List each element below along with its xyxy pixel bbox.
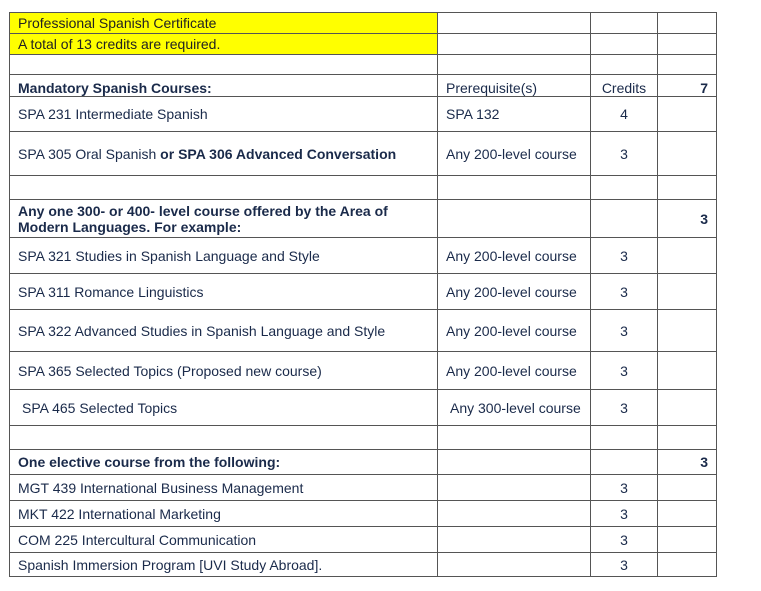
table-row <box>10 501 717 527</box>
certificate-table <box>9 12 717 577</box>
credits-value: 3 <box>591 501 658 527</box>
course-name: SPA 305 Oral Spanish or SPA 306 Advanced Conversation <box>10 132 438 176</box>
course-name: SPA 322 Advanced Studies in Spanish Language and Style <box>10 310 438 352</box>
prerequisite: Any 200-level course <box>438 132 591 176</box>
certificate-title: Professional Spanish Certificate <box>10 13 438 34</box>
table-row <box>10 475 717 501</box>
area-heading: Any one 300- or 400- level course offered by the Area of Modern Languages. For example: <box>10 200 438 238</box>
mandatory-total: 7 <box>658 75 717 97</box>
course-name: SPA 465 Selected Topics <box>10 390 438 426</box>
credits-value: 3 <box>591 310 658 352</box>
credits-value: 3 <box>591 274 658 310</box>
credits-value: 3 <box>591 132 658 176</box>
course-name: SPA 311 Romance Linguistics <box>10 274 438 310</box>
credits-value: 3 <box>591 527 658 553</box>
credits-value: 3 <box>591 475 658 501</box>
table-row <box>10 132 717 176</box>
area-total: 3 <box>658 200 717 238</box>
table-row <box>10 553 717 577</box>
spacer-row <box>10 426 717 450</box>
prerequisite: Any 200-level course <box>438 310 591 352</box>
table-row <box>10 238 717 274</box>
prerequisite: Any 300-level course <box>438 390 591 426</box>
table-row <box>10 527 717 553</box>
credits-value: 3 <box>591 238 658 274</box>
course-name: SPA 231 Intermediate Spanish <box>10 97 438 132</box>
prerequisite: Any 200-level course <box>438 274 591 310</box>
prerequisite: Any 200-level course <box>438 238 591 274</box>
elective-total: 3 <box>658 450 717 475</box>
course-name: SPA 321 Studies in Spanish Language and Style <box>10 238 438 274</box>
subtitle-row <box>10 34 717 55</box>
spacer-row <box>10 55 717 75</box>
prerequisite: SPA 132 <box>438 97 591 132</box>
title-row <box>10 13 717 34</box>
spacer-row <box>10 176 717 200</box>
course-name: Spanish Immersion Program [UVI Study Abroad]. <box>10 553 438 577</box>
table-row <box>10 352 717 390</box>
credits-value: 4 <box>591 97 658 132</box>
prerequisite: Any 200-level course <box>438 352 591 390</box>
table-row <box>10 390 717 426</box>
prereq-column-header: Prerequisite(s) <box>438 75 591 97</box>
table-row <box>10 310 717 352</box>
course-name: SPA 365 Selected Topics (Proposed new course) <box>10 352 438 390</box>
mandatory-heading-row <box>10 75 717 97</box>
credits-value: 3 <box>591 390 658 426</box>
table-row <box>10 274 717 310</box>
elective-heading: One elective course from the following: <box>10 450 438 475</box>
course-name: MGT 439 International Business Management <box>10 475 438 501</box>
credits-required-note: A total of 13 credits are required. <box>10 34 438 55</box>
credits-value: 3 <box>591 352 658 390</box>
course-name: MKT 422 International Marketing <box>10 501 438 527</box>
credits-column-header: Credits <box>591 75 658 97</box>
elective-heading-row <box>10 450 717 475</box>
area-heading-row <box>10 200 717 238</box>
table-row <box>10 97 717 132</box>
mandatory-heading: Mandatory Spanish Courses: <box>10 75 438 97</box>
credits-value: 3 <box>591 553 658 577</box>
course-name: COM 225 Intercultural Communication <box>10 527 438 553</box>
